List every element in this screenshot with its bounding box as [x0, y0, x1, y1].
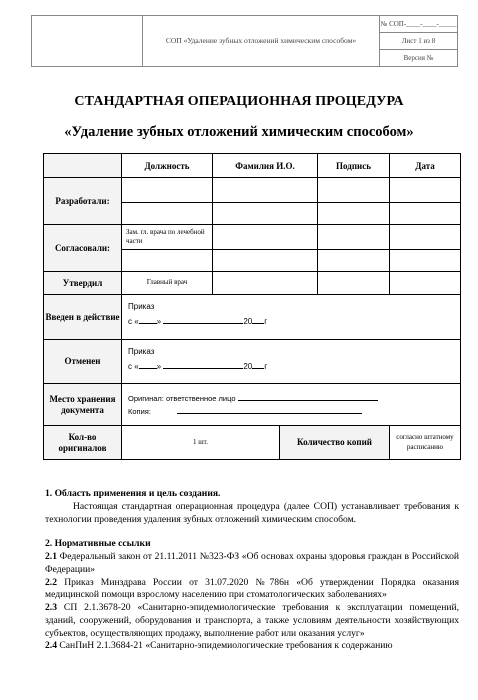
corner-cell [44, 154, 122, 178]
storage-copy: Копия: [128, 405, 454, 418]
row-introduced-label: Введен в действие [44, 295, 122, 340]
header-sheet: Лист 1 из 8 [380, 33, 457, 50]
document-body [45, 488, 459, 653]
row-approved-label: Утвердил [44, 272, 122, 295]
cell [213, 203, 318, 225]
cell [318, 178, 390, 203]
section2-item: 2.2 Приказ Минздрава России от 31.07.2020 №786н «Об утверждении Порядка оказания медицинской помощи взрослому населению при стоматологических заболеваниях» [45, 576, 459, 601]
storage-info [122, 384, 461, 426]
section2-heading: 2. Нормативные ссылки [45, 538, 151, 550]
storage-original: Оригинал: ответственное лицо [128, 392, 454, 405]
header-meta [380, 16, 457, 66]
page-subtitle: «Удаление зубных отложений химическим способом» [64, 124, 414, 140]
cell [318, 272, 390, 295]
cell [318, 225, 390, 250]
cell [390, 225, 461, 250]
copies-label: Количество копий [280, 426, 390, 460]
order-word: Приказ [128, 302, 155, 311]
section1-heading: 1. Область применения и цель создания. [45, 488, 221, 499]
order-date-line: с « » 20 г [128, 362, 268, 372]
header-version: Версия № [403, 54, 434, 62]
header-doc-label: СОП «Удаление зубных отложений химическим способом» [143, 16, 380, 66]
section1-text: Настоящая стандартная операционная процедура (далее СОП) устанавливает требования к технологии проведения удаления зубных отложений химическим способом. [45, 500, 459, 525]
row-developed-label: Разработали: [44, 178, 122, 225]
cell [213, 272, 318, 295]
introduced-order [122, 295, 461, 340]
page-title: СТАНДАРТНАЯ ОПЕРАЦИОННАЯ ПРОЦЕДУРА [74, 94, 404, 109]
col-name: Фамилия И.О. [213, 154, 318, 178]
cancelled-order [122, 340, 461, 384]
document-header [31, 15, 458, 67]
section2-item: 2.3 СП 2.1.3678-20 «Санитарно-эпидемиологические требования к эксплуатации помещений, зданий, сооружений, оборудования и транспорта, а также условиям деятельности хозяйствующих субъектов, осуществляющих продажу, выполнение работ или оказания услуг» [45, 602, 459, 639]
approval-table [43, 153, 461, 460]
cell [390, 250, 461, 272]
col-signature: Подпись [318, 154, 390, 178]
row-agreed-label: Согласовали: [44, 225, 122, 272]
cell [122, 178, 213, 203]
cell [122, 250, 213, 272]
cell [213, 225, 318, 250]
cell [213, 178, 318, 203]
cell [390, 203, 461, 225]
order-word: Приказ [128, 347, 155, 356]
col-date: Дата [390, 154, 461, 178]
section2-item: 2.4 СанПиН 2.1.3684-21 «Санитарно-эпидемиологические требования к содержанию [45, 640, 393, 652]
approved-position: Главный врач [122, 272, 213, 295]
header-logo-cell [32, 16, 143, 66]
cell [318, 203, 390, 225]
cell [213, 250, 318, 272]
row-cancelled-label: Отменен [44, 340, 122, 384]
cell [390, 178, 461, 203]
header-number: № СОП-____-____-_____ [380, 16, 457, 33]
section2-item: 2.1 Федеральный закон от 21.11.2011 №323-ФЗ «Об основах охраны здоровья граждан в Российской Федерации» [45, 551, 459, 575]
row-storage-label: Место хранения документа [44, 384, 122, 426]
agreed-position: Зам. гл. врача по лечебной части [122, 225, 213, 250]
cell [390, 272, 461, 295]
col-position: Должность [122, 154, 213, 178]
copies-value: согласно штатному расписанию [390, 426, 461, 460]
order-date-line: с « » 20 г [128, 317, 268, 327]
cell [318, 250, 390, 272]
count-value: 1 шт. [122, 426, 280, 460]
row-count-label: Кол-во оригиналов [44, 426, 122, 460]
cell [122, 203, 213, 225]
